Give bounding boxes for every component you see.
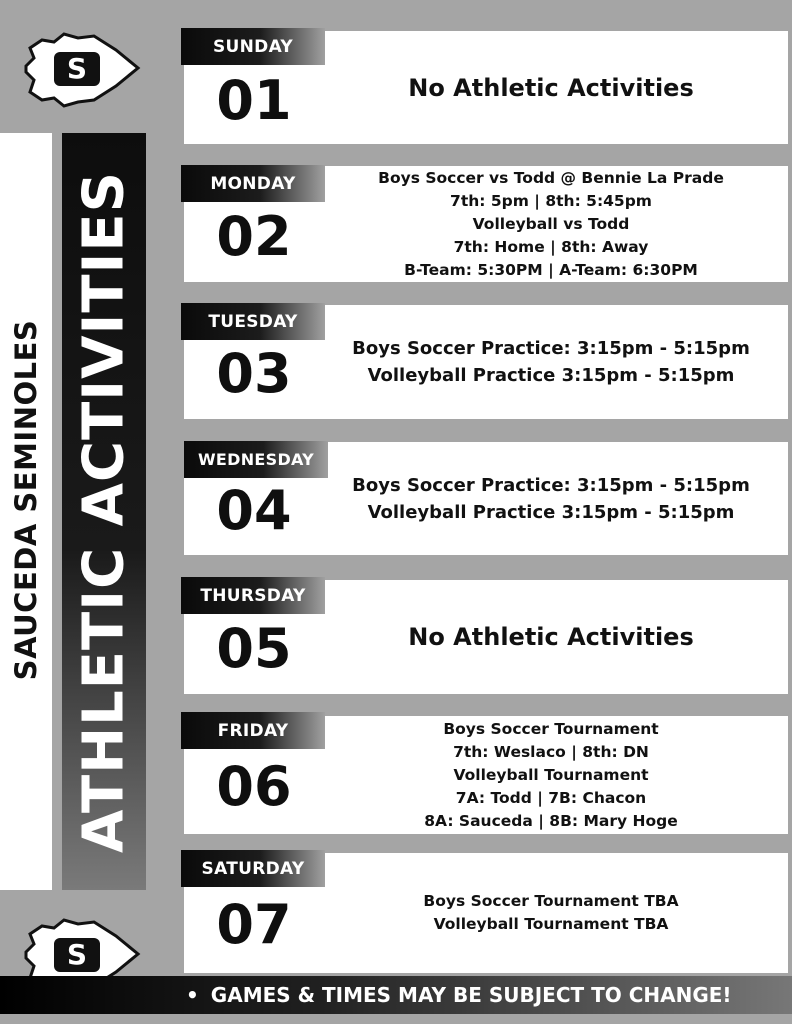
day-label-saturday: SATURDAY — [181, 850, 325, 887]
day-content-tuesday — [324, 305, 778, 419]
activity-line: 7th: Weslaco | 8th: DN — [453, 742, 649, 761]
footer-notice — [186, 983, 732, 1007]
day-content-sunday — [324, 31, 778, 144]
activity-line: Boys Soccer vs Todd @ Bennie La Prade — [378, 168, 724, 187]
activity-line: 7th: Home | 8th: Away — [453, 237, 649, 256]
activity-line: Boys Soccer Tournament TBA — [423, 892, 679, 910]
day-number-monday: 02 — [216, 205, 292, 268]
activity-line: No Athletic Activities — [408, 623, 694, 651]
day-label-monday: MONDAY — [181, 165, 325, 202]
day-number-wednesday: 04 — [216, 479, 292, 542]
day-label-thursday: THURSDAY — [181, 577, 325, 614]
day-content-friday — [324, 716, 778, 834]
activity-line: Volleyball Practice 3:15pm - 5:15pm — [367, 365, 735, 386]
day-label-friday: FRIDAY — [181, 712, 325, 749]
day-number-sunday: 01 — [216, 69, 292, 132]
day-number-friday: 06 — [216, 755, 292, 818]
notice-text: GAMES & TIMES MAY BE SUBJECT TO CHANGE! — [210, 983, 732, 1007]
page-title: ATHLETIC ACTIVITIES — [71, 171, 137, 853]
day-number-saturday: 07 — [216, 893, 292, 956]
logo-letter: S — [66, 52, 88, 85]
bullet-icon: • — [186, 983, 199, 1007]
day-content-wednesday — [324, 442, 778, 555]
bottom-strip — [0, 1014, 792, 1024]
day-number-thursday: 05 — [216, 617, 292, 680]
day-label-sunday: SUNDAY — [181, 28, 325, 65]
activity-line: B-Team: 5:30PM | A-Team: 6:30PM — [404, 260, 698, 279]
activity-line: Volleyball Practice 3:15pm - 5:15pm — [367, 501, 735, 523]
activity-line: No Athletic Activities — [408, 73, 694, 102]
day-content-monday — [324, 166, 778, 282]
school-name: SAUCEDA SEMINOLES — [9, 319, 43, 681]
activity-line: Boys Soccer Tournament — [443, 719, 659, 738]
activity-line: Volleyball vs Todd — [472, 214, 630, 233]
activity-line: Volleyball Tournament TBA — [433, 915, 669, 933]
activity-line: Boys Soccer Practice: 3:15pm - 5:15pm — [352, 474, 750, 496]
logo-letter-bottom: S — [66, 938, 88, 971]
day-number-tuesday: 03 — [216, 342, 292, 405]
day-content-thursday — [324, 580, 778, 694]
activity-line: 7th: 5pm | 8th: 5:45pm — [450, 191, 652, 210]
day-label-wednesday: WEDNESDAY — [184, 441, 328, 478]
activity-line: 7A: Todd | 7B: Chacon — [455, 788, 647, 807]
arrowhead-logo-icon — [20, 30, 142, 110]
activity-line: Boys Soccer Practice: 3:15pm - 5:15pm — [352, 338, 750, 359]
activity-line: 8A: Sauceda | 8B: Mary Hoge — [424, 811, 678, 830]
day-content-saturday — [324, 853, 778, 973]
activity-line: Volleyball Tournament — [453, 765, 649, 784]
day-label-tuesday: TUESDAY — [181, 303, 325, 340]
